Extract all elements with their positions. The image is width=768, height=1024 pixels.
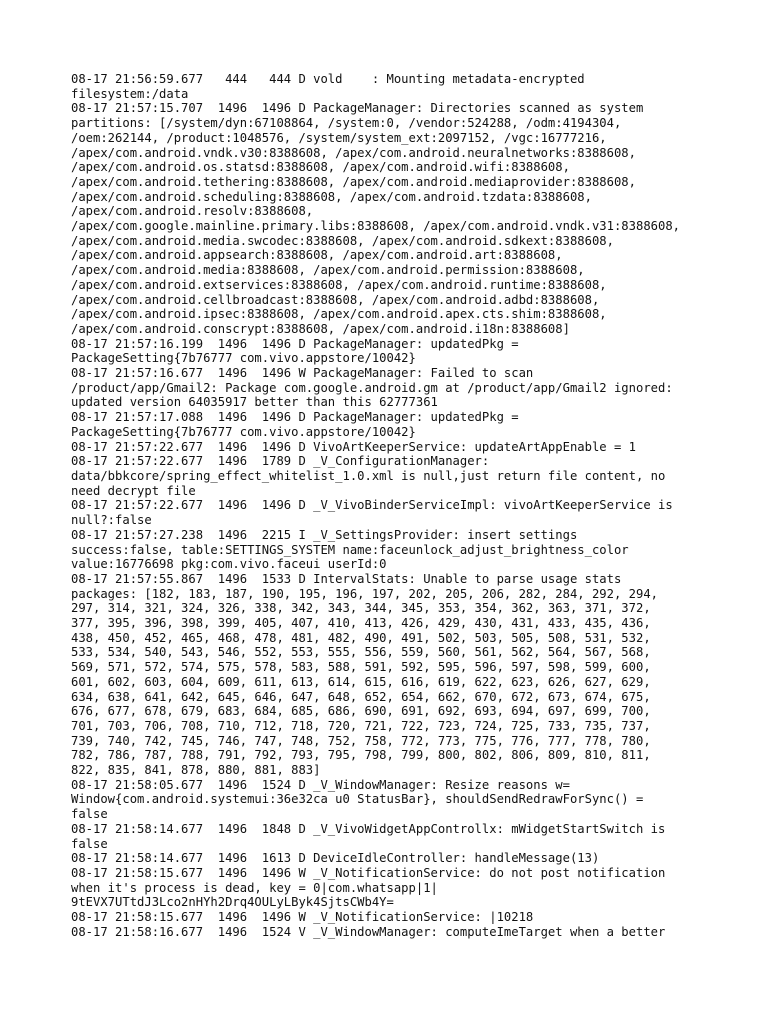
log-line: 782, 786, 787, 788, 791, 792, 793, 795, 798, 799, 800, 802, 806, 809, 810, 811, [71, 748, 651, 763]
log-line: value:16776698 pkg:com.vivo.faceui userId:0 [71, 557, 387, 572]
log-line: false [71, 836, 108, 851]
log-line: 701, 703, 706, 708, 710, 712, 718, 720, 721, 722, 723, 724, 725, 733, 735, 737, [71, 718, 651, 733]
log-line: /apex/com.android.cellbroadcast:8388608, /apex/com.android.adbd:8388608, [71, 292, 600, 307]
log-line: 634, 638, 641, 642, 645, 646, 647, 648, 652, 654, 662, 670, 672, 673, 674, 675, [71, 689, 651, 704]
log-line: 08-17 21:57:55.867 1496 1533 D IntervalStats: Unable to parse usage stats [71, 571, 622, 586]
log-line: 533, 534, 540, 543, 546, 552, 553, 555, 556, 559, 560, 561, 562, 564, 567, 568, [71, 645, 651, 660]
log-line: 08-17 21:57:16.677 1496 1496 W PackageManager: Failed to scan [71, 366, 534, 381]
log-line: 08-17 21:57:17.088 1496 1496 D PackageManager: updatedPkg = [71, 410, 519, 425]
log-line: 08-17 21:57:22.677 1496 1496 D VivoArtKeeperService: updateArtAppEnable = 1 [71, 439, 636, 454]
log-line: /apex/com.android.appsearch:8388608, /apex/com.android.art:8388608, [71, 248, 563, 263]
log-line: false [71, 807, 108, 822]
log-line: 822, 835, 841, 878, 880, 881, 883] [71, 763, 321, 778]
log-line: 676, 677, 678, 679, 683, 684, 685, 686, 690, 691, 692, 693, 694, 697, 699, 700, [71, 704, 651, 719]
log-line: success:false, table:SETTINGS_SYSTEM name:faceunlock_adjust_brightness_color [71, 542, 629, 557]
log-line: 08-17 21:57:22.677 1496 1496 D _V_VivoBinderServiceImpl: vivoArtKeeperService is [71, 498, 673, 513]
log-line: filesystem:/data [71, 86, 189, 101]
log-line: 08-17 21:58:15.677 1496 1496 W _V_NotificationService: do not post notification [71, 865, 666, 880]
log-line: partitions: [/system/dyn:67108864, /system:0, /vendor:524288, /odm:4194304, [71, 116, 622, 131]
log-line: /apex/com.android.media:8388608, /apex/com.android.permission:8388608, [71, 263, 585, 278]
log-line: updated version 64035917 better than this 62777361 [71, 395, 438, 410]
log-line: PackageSetting{7b76777 com.vivo.appstore/10042} [71, 351, 416, 366]
log-line: /apex/com.android.media.swcodec:8388608, /apex/com.android.sdkext:8388608, [71, 233, 614, 248]
log-line: 377, 395, 396, 398, 399, 405, 407, 410, 413, 426, 429, 430, 431, 433, 435, 436, [71, 616, 651, 631]
log-line: /apex/com.android.extservices:8388608, /apex/com.android.runtime:8388608, [71, 277, 607, 292]
log-line: data/bbkcore/spring_effect_whitelist_1.0.xml is null,just return file content, no [71, 468, 666, 483]
log-line: 438, 450, 452, 465, 468, 478, 481, 482, 490, 491, 502, 503, 505, 508, 531, 532, [71, 630, 651, 645]
log-line: when it's process is dead, key = 0|com.whatsapp|1| [71, 880, 438, 895]
log-line: 08-17 21:58:14.677 1496 1848 D _V_VivoWidgetAppControllx: mWidgetStartSwitch is [71, 821, 666, 836]
log-line: Window{com.android.systemui:36e32ca u0 StatusBar}, shouldSendRedrawForSync() = [71, 792, 644, 807]
log-page [71, 72, 711, 939]
log-line: null?:false [71, 513, 152, 528]
log-line: /apex/com.android.os.statsd:8388608, /apex/com.android.wifi:8388608, [71, 160, 570, 175]
log-line: 08-17 21:58:14.677 1496 1613 D DeviceIdleController: handleMessage(13) [71, 851, 600, 866]
log-line: 569, 571, 572, 574, 575, 578, 583, 588, 591, 592, 595, 596, 597, 598, 599, 600, [71, 660, 651, 675]
log-line: 08-17 21:57:22.677 1496 1789 D _V_ConfigurationManager: [71, 454, 490, 469]
log-line: /apex/com.android.scheduling:8388608, /apex/com.android.tzdata:8388608, [71, 189, 592, 204]
log-line: 08-17 21:56:59.677 444 444 D vold : Mounting metadata-encrypted [71, 72, 585, 86]
log-line: 297, 314, 321, 324, 326, 338, 342, 343, 344, 345, 353, 354, 362, 363, 371, 372, [71, 601, 651, 616]
log-line: /apex/com.android.resolv:8388608, [71, 204, 314, 219]
log-line: 08-17 21:57:16.199 1496 1496 D PackageManager: updatedPkg = [71, 336, 519, 351]
log-line: /oem:262144, /product:1048576, /system/system_ext:2097152, /vgc:16777216, [71, 130, 607, 145]
log-line: 08-17 21:58:15.677 1496 1496 W _V_NotificationService: |10218 [71, 910, 534, 925]
log-line: packages: [182, 183, 187, 190, 195, 196, 197, 202, 205, 206, 282, 284, 292, 294, [71, 586, 658, 601]
log-line: 08-17 21:57:27.238 1496 2215 I _V_SettingsProvider: insert settings [71, 527, 578, 542]
log-line: 9tEVX7UTtdJ3Lco2nHYh2Drq4OULyLByk4SjtsCWb4Y= [71, 895, 394, 910]
log-line: /apex/com.google.mainline.primary.libs:8388608, /apex/com.android.vndk.v31:8388608, [71, 219, 681, 234]
log-line: /apex/com.android.tethering:8388608, /apex/com.android.mediaprovider:8388608, [71, 174, 636, 189]
log-line: PackageSetting{7b76777 com.vivo.appstore/10042} [71, 424, 416, 439]
log-line: 08-17 21:57:15.707 1496 1496 D PackageManager: Directories scanned as system [71, 101, 644, 116]
log-line: /apex/com.android.vndk.v30:8388608, /apex/com.android.neuralnetworks:8388608, [71, 145, 636, 160]
log-line: 08-17 21:58:16.677 1496 1524 V _V_WindowManager: computeImeTarget when a better [71, 924, 666, 939]
log-line: 601, 602, 603, 604, 609, 611, 613, 614, 615, 616, 619, 622, 623, 626, 627, 629, [71, 674, 651, 689]
log-line: /apex/com.android.ipsec:8388608, /apex/com.android.apex.cts.shim:8388608, [71, 307, 607, 322]
log-line: 08-17 21:58:05.677 1496 1524 D _V_WindowManager: Resize reasons w= [71, 777, 570, 792]
log-line: /apex/com.android.conscrypt:8388608, /apex/com.android.i18n:8388608] [71, 321, 570, 336]
log-line: 739, 740, 742, 745, 746, 747, 748, 752, 758, 772, 773, 775, 776, 777, 778, 780, [71, 733, 651, 748]
log-line: /product/app/Gmail2: Package com.google.android.gm at /product/app/Gmail2 ignored: [71, 380, 673, 395]
log-line: need decrypt file [71, 483, 196, 498]
